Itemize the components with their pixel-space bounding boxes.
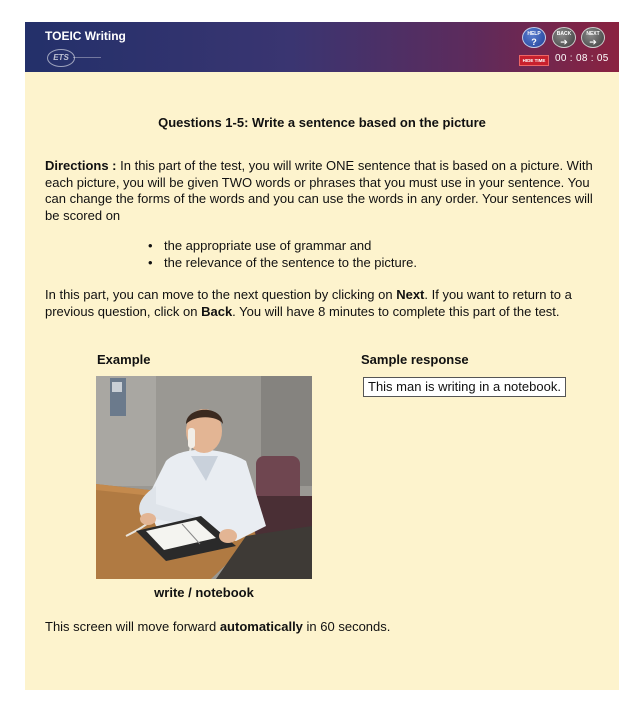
sample-response-label: Sample response: [361, 352, 469, 367]
list-item: • the relevance of the sentence to the picture.: [148, 255, 417, 272]
directions-text: In this part of the test, you will write ONE sentence that is based on a picture. With each picture, you will be given TWO words or phrases that you must use in your sentence. You can change the forms of the words and you can use the words in any order. Your sentences will be scored on: [45, 158, 593, 223]
example-label: Example: [97, 352, 151, 367]
list-item: • the appropriate use of grammar and: [148, 238, 417, 255]
directions-label: Directions :: [45, 158, 117, 173]
back-button-label: BACK: [556, 31, 572, 37]
nav-text: . You will have 8 minutes to complete this part of the test.: [232, 303, 560, 319]
nav-back-word: Back: [201, 303, 233, 319]
ets-logo: ETS: [47, 49, 75, 67]
auto-advance-notice: [45, 619, 605, 636]
scoring-criteria-list: [148, 238, 417, 271]
example-photo: [96, 376, 312, 579]
nav-text: In this part, you can move to the next question by clicking on: [45, 287, 397, 302]
directions-paragraph: [45, 158, 605, 224]
page-title: Questions 1-5: Write a sentence based on the picture: [158, 115, 486, 130]
hide-time-button[interactable]: HIDE TIME: [519, 55, 549, 66]
auto-bold: automatically: [219, 619, 303, 634]
timer-readout: 00 : 08 : 05: [555, 53, 609, 64]
logo-swoosh: [73, 57, 101, 58]
arrow-left-icon: ➔: [560, 37, 568, 47]
photo-caption: write / notebook: [154, 585, 254, 600]
next-button-label: NEXT: [586, 31, 600, 37]
nav-next-word: Next: [396, 287, 425, 302]
test-window: [25, 22, 619, 690]
back-button[interactable]: [552, 27, 576, 48]
auto-text: in 60 seconds.: [302, 619, 391, 634]
sample-response-box: This man is writing in a notebook.: [363, 377, 566, 397]
arrow-right-icon: ➔: [589, 37, 597, 47]
question-icon: ?: [531, 37, 537, 47]
man-writing-illustration: [96, 376, 312, 579]
app-title: TOEIC Writing: [45, 29, 126, 43]
help-button-label: HELP: [527, 31, 541, 37]
auto-text: This screen will move forward: [45, 619, 220, 634]
nav-text: . If you want to return to a previous question, click on: [45, 287, 572, 319]
header-bar: [25, 22, 619, 72]
help-button[interactable]: [522, 27, 546, 48]
navigation-paragraph: [45, 287, 605, 320]
next-button[interactable]: [581, 27, 605, 48]
